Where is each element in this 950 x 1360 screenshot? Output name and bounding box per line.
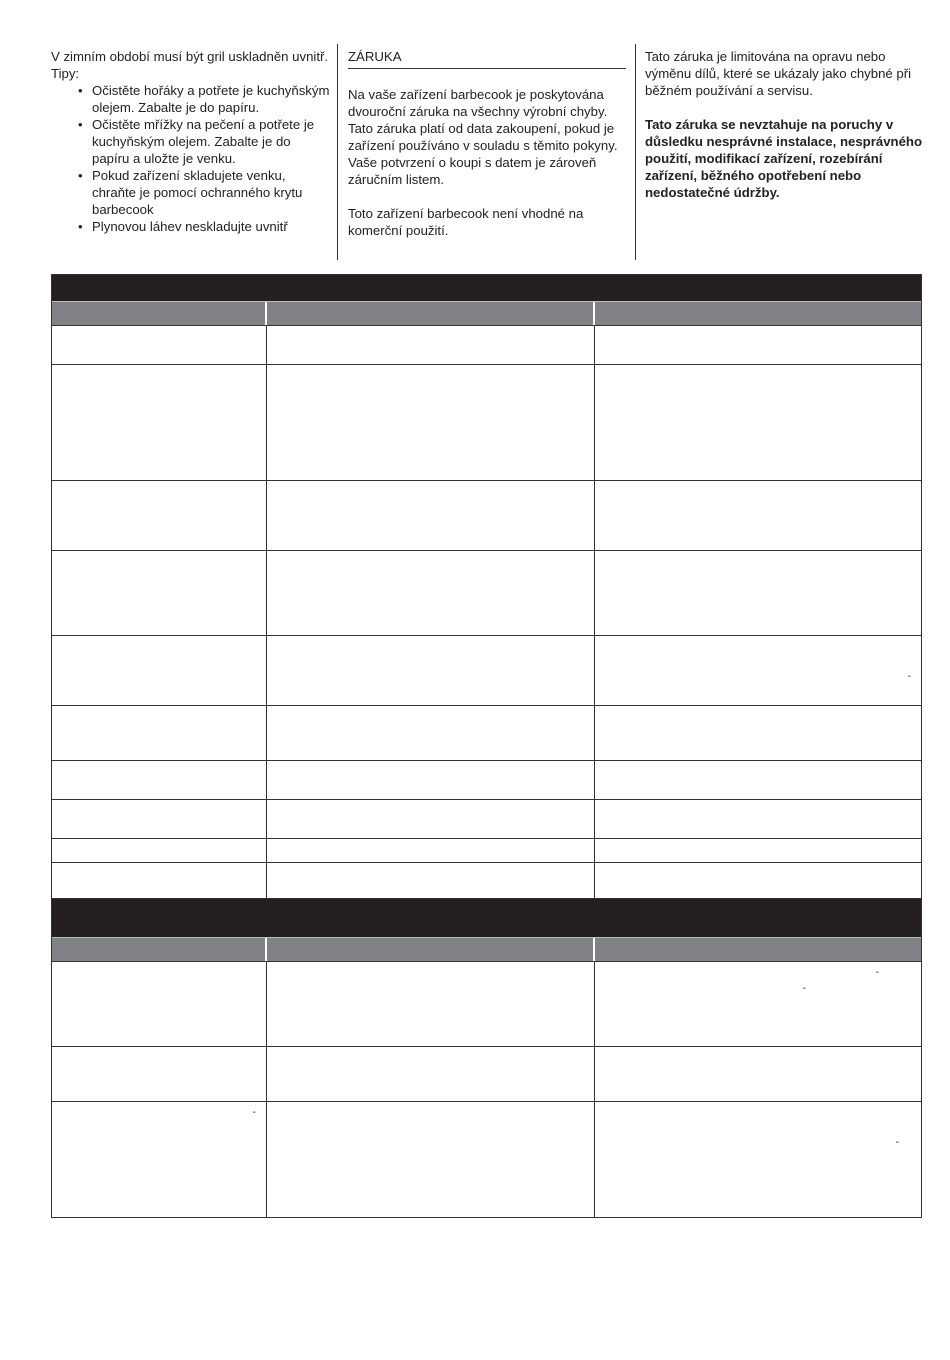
table-cell (267, 551, 595, 635)
table-cell (595, 800, 921, 838)
table-cell (267, 706, 595, 760)
table-row (52, 705, 921, 760)
troubleshooting-table-2 (51, 898, 922, 1218)
table-cell (595, 481, 921, 550)
list-item: • Očistěte mřížky na pečení a potřete je kuchyňským olejem. Zabalte je do papíru a uložte je venku. (92, 116, 331, 167)
table-cell (267, 481, 595, 550)
table-cell (52, 962, 267, 1046)
table-cell (267, 636, 595, 705)
warranty-commercial-note: Toto zařízení barbecook není vhodné na komerční použití. (348, 206, 584, 238)
table-cell (595, 365, 921, 480)
table-cell (267, 1102, 595, 1217)
table-cell (52, 365, 267, 480)
warranty-section (348, 48, 626, 256)
table-cell (595, 706, 921, 760)
table-row (52, 961, 921, 1046)
table-cell (595, 962, 921, 1046)
table-row (52, 799, 921, 838)
table-cell (267, 839, 595, 862)
list-item: • Očistěte hořáky a potřete je kuchyňským olejem. Zabalte je do papíru. (92, 82, 331, 116)
table-cell (52, 839, 267, 862)
table-row (52, 838, 921, 862)
table-cell (52, 326, 267, 364)
storage-intro: V zimním období musí být gril uskladněn uvnitř. Tipy: (51, 49, 329, 81)
storage-section (51, 48, 331, 235)
table-header-cell (267, 302, 595, 325)
table-cell (267, 1047, 595, 1101)
table-cell (595, 839, 921, 862)
table-row (52, 550, 921, 635)
table-cell (52, 863, 267, 901)
table-cell (595, 863, 921, 901)
table-cell (52, 636, 267, 705)
table-cell (595, 1047, 921, 1101)
table-cell (267, 800, 595, 838)
table-cell (595, 1102, 921, 1217)
column-divider (635, 44, 636, 260)
hyphen-mark: - (875, 967, 879, 978)
table-cell (52, 706, 267, 760)
table-cell (52, 551, 267, 635)
list-item: • Pokud zařízení skladujete venku, chraňte je pomocí ochranného krytu barbecook (92, 167, 331, 218)
table-row (52, 1101, 921, 1217)
table-cell (595, 761, 921, 799)
storage-tips-list (51, 82, 331, 235)
table-cell (52, 800, 267, 838)
table-cell (267, 761, 595, 799)
table-title-bar (52, 275, 921, 301)
hyphen-mark: - (895, 1137, 899, 1148)
warranty-paragraph: Na vaše zařízení barbecook je poskytována dvouroční záruka na všechny výrobní chyby. Tato záruka platí od data zakoupení, pokud je zařízení používáno v souladu s těmito pokyny. Vaše potvrzení o koupi s datem je zároveň záručním listem. (348, 87, 618, 187)
table-header-row (52, 937, 921, 961)
hyphen-mark: - (252, 1107, 256, 1118)
table-header-cell (52, 938, 267, 961)
table-cell (52, 481, 267, 550)
table-cell (595, 636, 921, 705)
list-item: • Plynovou láhev neskladujte uvnitř (92, 218, 331, 235)
table-header-cell (595, 302, 921, 325)
warranty-limit-paragraph: Tato záruka je limitována na opravu nebo výměnu dílů, které se ukázaly jako chybné při běžném používání a servisu. (645, 49, 912, 98)
hyphen-mark: - (907, 671, 911, 682)
table-cell (52, 1102, 267, 1217)
table-cell (595, 326, 921, 364)
table-cell (267, 863, 595, 901)
table-cell (267, 326, 595, 364)
table-row (52, 480, 921, 550)
table-cell (52, 1047, 267, 1101)
table-row (52, 760, 921, 799)
table-row (52, 635, 921, 705)
table-header-row (52, 301, 921, 325)
table-row (52, 862, 921, 901)
table-header-cell (267, 938, 595, 961)
table-cell (267, 962, 595, 1046)
table-cell (595, 551, 921, 635)
table-header-cell (52, 302, 267, 325)
table-row (52, 364, 921, 480)
table-cell (52, 761, 267, 799)
column-divider (337, 44, 338, 260)
table-row (52, 325, 921, 364)
troubleshooting-table-1 (51, 274, 922, 902)
table-header-cell (595, 938, 921, 961)
hyphen-mark: - (802, 983, 806, 994)
table-cell (267, 365, 595, 480)
table-title-bar (52, 899, 921, 937)
warranty-heading: ZÁRUKA (348, 48, 626, 69)
table-row (52, 1046, 921, 1101)
warranty-exclusions: Tato záruka se nevztahuje na poruchy v důsledku nesprávné instalace, nesprávného použití, modifikací zařízení, rozebírání zařízení, běžného opotřebení nebo nedostatečné údržby. (645, 117, 923, 200)
warranty-limits-section (645, 48, 923, 218)
